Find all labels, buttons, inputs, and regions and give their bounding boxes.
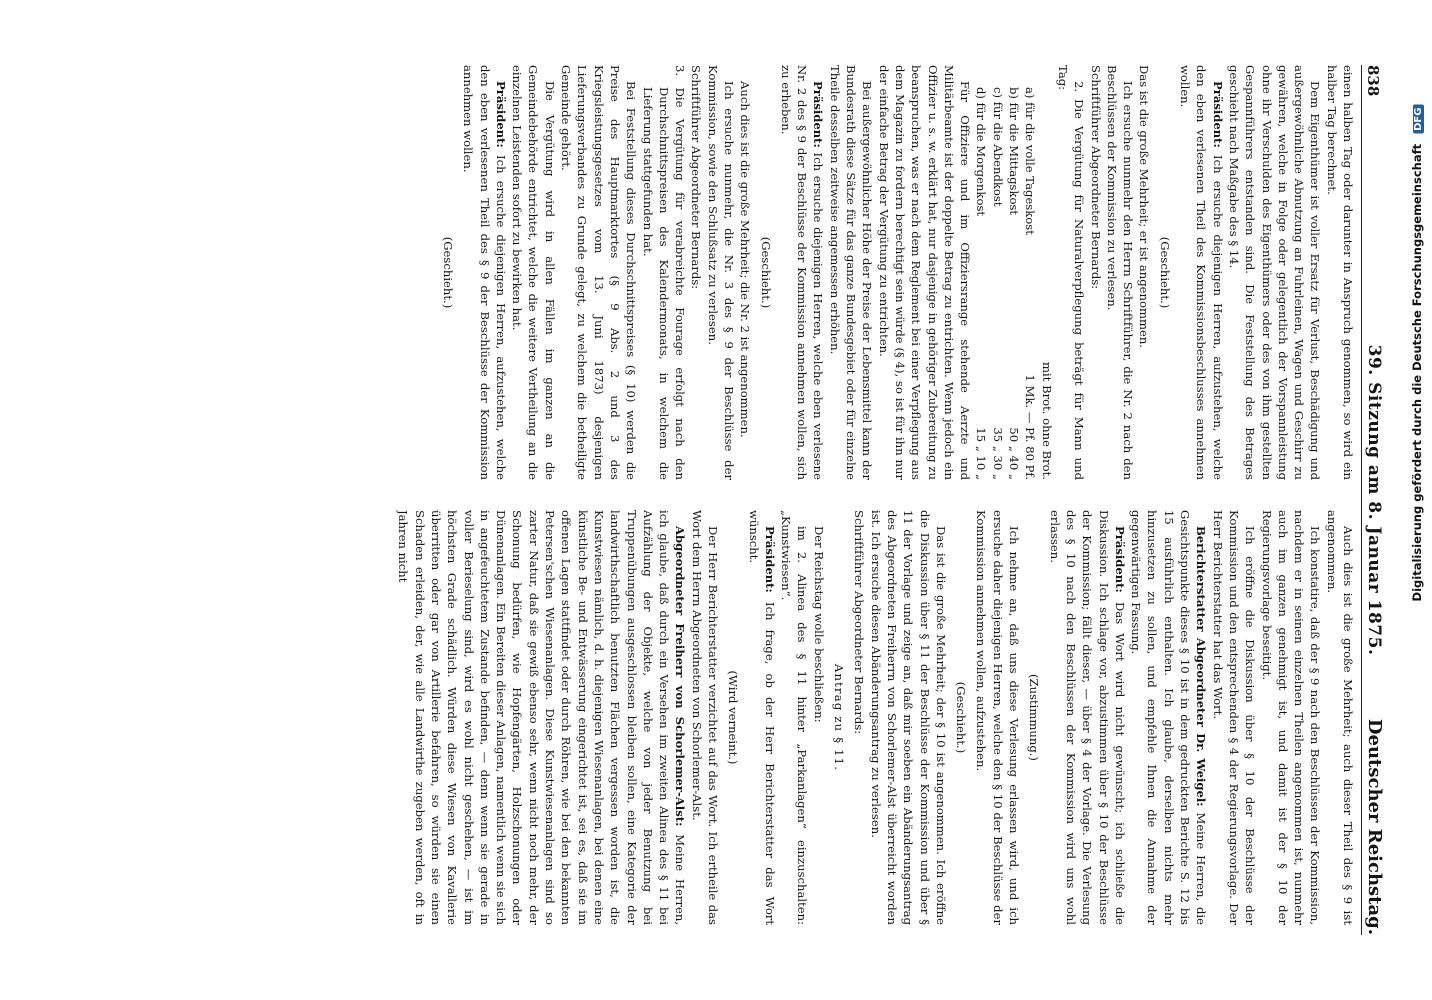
paragraph (704, 65, 737, 480)
paragraph-text: Bei außergewöhnlicher Höhe der Preise der Lebensmittel kann der Bundesrath diese Sätze für das ganze Bundesgebiet oder für einzelne Theile desselben zeitweise angemessen erhöhen. (827, 65, 875, 480)
rate-row (989, 65, 1005, 480)
paragraph-text: Bei Feststellung dieses Durchschnittspreises (§ 10) werden die Preise des Hauptmarktortes (§ 9 Abs. 2 und 3 des Kriegsleistungsgesetzes vom 13. Juni 1873) desjenigen Lieferungsverbandes zu Grunde gelegt, zu welchem die betheiligte Gemeinde gehört. (559, 65, 639, 480)
paragraph-text: Ich ersuche diejenigen Herren, aufzustehen, welche den eben verlesenen Theil des § 9 der Beschlüsse der Kommission annehmen wollen. (461, 65, 508, 480)
publication-title: Deutscher Reichstag. (1364, 718, 1385, 935)
paragraph-text: einen halben Tag oder darunter in Anspruch genommen, so wird ein halber Tag berechnet. (1324, 65, 1355, 480)
rate-amount: 1 Mk. — Pf. 80 Pf. (1023, 374, 1038, 480)
paragraph (1177, 65, 1226, 480)
right-column (50, 510, 1356, 925)
paragraph (1156, 65, 1172, 480)
paragraph-text: Meine Herren, die Gesichtspunkte dieses § 10 ist in dem gedruckten Berichte S. 12 bis 15 ausführlich enthalten. Ich glaube, derselben nichts mehr hinzusetzen zu sollen, und empfehle Ihnen die Annahme der gegenwärtigen Fassung. (1129, 510, 1209, 925)
paragraph (867, 510, 948, 925)
speaker-name: Präsident: (1210, 81, 1225, 148)
paragraph (778, 65, 827, 480)
paragraph-text: Der Reichstag wolle beschließen: (811, 526, 826, 723)
paragraph-text: Für Offiziere und im Offiziersrange stehende Aerzte und Militärbeamte ist der doppelte Betrag zu entrichten. Wenn jedoch ein Offizier u. s. w. erklärt hat, nur dasjenige in gehöriger Zubereitung zu beanspruchen, was er nach dem Reglement bei einer Verpflegung aus dem Magazin zu fordern berechtigt sein würde (§ 4), so ist für ihn nur der einfache Betrag der Vergütung zu entrichten. (876, 65, 973, 480)
paragraph (1055, 65, 1088, 480)
paragraph-text: Ich frage, ob der Herr Berichterstatter das Wort wünscht. (746, 510, 777, 925)
paragraph (1323, 510, 1356, 925)
rate-amount: 35 „ 30 „ (990, 427, 1005, 480)
paragraph (737, 65, 753, 480)
paragraph-text: Der Herr Berichterstatter verzichtet auf das Wort. Ich ertheile das Wort dem Herrn Abgeordneten von Schorlemer-Alst. (689, 510, 721, 925)
paragraph (973, 510, 1022, 925)
paragraph-text: Schriftführer Abgeordneter Bernards: (1088, 65, 1103, 290)
paragraph-text: Ich ersuche nunmehr, die Nr. 3 des § 9 der Beschlüsse der Kommission, sowie den Schlußsatz zu verlesen. (705, 65, 737, 480)
paragraph (811, 510, 827, 925)
paragraph (688, 65, 704, 480)
paragraph (460, 65, 509, 480)
rate-amount: 15 „ 10 „ (974, 427, 989, 480)
paragraph (827, 65, 876, 480)
paragraph (1209, 510, 1258, 925)
dfg-logo: DFG (1413, 105, 1424, 134)
paragraph (851, 510, 867, 925)
paragraph (745, 510, 778, 925)
rate-label: c) für die Abendkost (990, 87, 1005, 207)
left-column (50, 65, 1356, 480)
paragraph (1136, 65, 1152, 480)
paragraph-text: Dem Eigenthümer ist voller Ersatz für Verlust, Beschädigung und außergewöhnliche Abnutzung an Fuhrleinen, Wagen und Geschirr zu gewähren, welche in Folge oder gelegentlich der Vorspannleistung ohne ihr Verschulden des Eigenthümers oder des von ihm gestellten Gespannführers entstanden sind. Die Feststellung des Betrages geschieht nach Maßgabe des § 14. (1226, 65, 1323, 480)
paragraph-text: Meine Herren, ich glaube, daß durch ein Versehen im zweiten Alinea des § 11 bei Aufzählung der Objekte, welche von jeder Benutzung bei Truppenübungen ausgeschlossen bleiben sollen, eine Kategorie der landwirthschaftlich benutzten Flächen vergessen worden ist, die Kunstwiesen nämlich, d. h. diejenigen Wiesenanlagen, bei denen eine künstliche Be- und Entwässerung eingerichtet ist, sei es, daß sie im offenen Lagen stattfindet oder durch Röhren, wie bei den bekannten Petersen'schen Wiesenanlagen. Diese Kunstwiesenanlagen sind so zarter Natur, daß sie gewiß ebenso sehr, wenn nicht noch mehr, der Schonung bedürfen, wie Hopfengärten, Holzschonungen oder Dünenanlagen. Ein Bereiten dieser Anlagen, namentlich wenn sie sich in angefeuchtetem Zustande befinden, — denn wenn sie gerade in voller Berieselung sind, wird es wohl nicht geschehen, — ist im höchsten Grade schädlich. Würden diese Wiesen von Kavallerie überritten oder gar von Artillerie befahren, so würden sie einen Schaden erleiden, der, wie alle Landwirthe zugeben werden, oft in Jahren nicht (396, 510, 688, 925)
paragraph-text: mit Brot. ohne Brot. (1039, 362, 1054, 480)
paragraph-text: (Zustimmung.) (1027, 674, 1042, 761)
funding-sidebar (1406, 8, 1428, 698)
paragraph (558, 65, 639, 480)
paragraph (875, 65, 973, 480)
paragraph (395, 510, 688, 925)
paragraph-text: Auch dies ist die große Mehrheit; die Nr. 2 ist angenommen. (738, 81, 753, 438)
rate-label: d) für die Morgenkost (974, 87, 989, 217)
paragraph-text: Das ist die große Mehrheit; er ist angenommen. (1137, 65, 1152, 348)
paragraph-text: (Geschieht.) (758, 236, 773, 309)
paragraph (639, 65, 688, 480)
speaker-name: Berichterstatter Abgeordneter Dr. Weigel: (1194, 526, 1209, 807)
paragraph (1026, 510, 1042, 925)
speaker-name: Präsident: (493, 81, 508, 148)
paragraph-text: Ich ersuche diejenigen Herren, aufzustehen, welche den eben verlesenen Theil des Kommissionsbeschlusses annehmen wollen. (1178, 65, 1225, 480)
paragraph (757, 65, 773, 480)
speaker-name: Abgeordneter Freiherr von Schorlemer-Alst: (673, 526, 688, 827)
document-page (20, 35, 1412, 965)
funding-note (1410, 105, 1424, 602)
rate-row (1006, 65, 1022, 480)
paragraph-text: im 2. Alinea des § 11 hinter „Parkanlagen“ einzuschalten: „Kunstwiesen“. (779, 510, 810, 925)
paragraph-text: Das ist die große Mehrheit; der § 10 ist angenommen. Ich eröffne die Diskussion über § 11 der Beschlüsse der Kommission und über § 11 der Vorlage und zeige an, daß mir soeben ein Abänderungsantrag des Abgeordneten Freiherrn von Schorlemer-Alst überreicht worden ist. Ich ersuche diesen Abänderungsantrag zu verlesen. (868, 510, 948, 925)
paragraph-text: (Geschieht.) (954, 681, 969, 754)
rate-row (973, 65, 989, 480)
paragraph-text: Ich konstatire, daß der § 9 nach den Beschlüssen der Kommission, nachdem er in seinen einzelnen Theilen angenommen ist, nunmehr auch im ganzen genehmigt ist, und damit ist der § 10 der Regierungsvorlage beseitigt. (1259, 510, 1323, 925)
speaker-name: Präsident: (762, 526, 777, 593)
paragraph-text: Die Vergütung wird in allen Fällen im ganzen an die Gemeindebehörde entrichtet, welche die weitere Vertheilung an die einzelnen Leistenden sofort zu bewirken hat. (510, 65, 557, 480)
rate-amount: 50 „ 40 „ (1007, 427, 1022, 480)
speaker-name: Präsident: (1112, 526, 1127, 593)
paragraph-text: (Wird verneint.) (726, 670, 741, 765)
funding-text: Digitalisierung gefördert durch die Deutsche Forschungsgemeinschaft (1410, 143, 1424, 602)
paragraph-text: (Geschieht.) (1157, 236, 1172, 309)
paragraph-text: Das Wort wird nicht gewünscht; ich schließe die Diskussion. Ich schlage vor, abzustimmen über § 10 der Beschlüsse der Kommission; fällt dieser, — über § 4 der Vorlage. Die Verlesung des § 10 nach den Beschlüssen der Kommission wird uns wohl erlassen. (1047, 510, 1127, 925)
paragraph (1038, 65, 1054, 480)
paragraph-text: 3. Die Vergütung für verabreichte Fourage erfolgt nach den Durchschnittspreisen des Kalendermonats, in welchem die Lieferung stattgefunden hat. (640, 65, 688, 480)
paragraph-text: 2. Die Vergütung für Naturalverpflegung beträgt für Mann und Tag: (1055, 65, 1087, 480)
paragraph-text: Ich nehme an, daß uns diese Verlesung erlassen wird, und ich ersuche daher diejenigen Herren, welche den § 10 der Beschlüsse der Kommission annehmen wollen, aufzustehen. (974, 510, 1022, 925)
paragraph-text: Auch dies ist die große Mehrheit; auch dieser Theil des § 9 ist angenommen. (1324, 510, 1355, 925)
paragraph-text: Schriftführer Abgeordneter Bernards: (689, 65, 704, 290)
paragraph-text: Antrag zu § 11. (832, 663, 847, 772)
paragraph (1323, 65, 1356, 480)
paragraph-text: (Geschieht.) (440, 236, 455, 309)
paragraph (725, 510, 741, 925)
paragraph (1087, 65, 1103, 480)
paragraph (440, 65, 456, 480)
paragraph (778, 510, 811, 925)
paragraph (1226, 65, 1324, 480)
rate-label: a) für die volle Tageskost (1023, 87, 1038, 235)
paragraph-text: Ich eröffne die Diskussion über § 10 der Beschlüsse der Kommission und den entsprechenden § 4 der Regierungsvorlage. Der Herr Berichterstatter hat das Wort. (1210, 510, 1258, 925)
paragraph-text: Ich ersuche diejenigen Herren, welche eben verlesene Nr. 2 des § 9 der Beschlüsse der Kommission annehmen wollen, sich zu erheben. (778, 65, 826, 480)
speaker-name: Präsident: (811, 81, 826, 148)
paragraph-text: Ich ersuche nunmehr den Herrn Schriftführer, die Nr. 2 nach den Beschlüssen der Kommission zu verlesen. (1104, 65, 1136, 480)
paragraph (688, 510, 721, 925)
rate-row (1022, 65, 1038, 480)
paragraph (1046, 510, 1127, 925)
page-number: 838 (1364, 65, 1382, 97)
paragraph (1104, 65, 1137, 480)
paragraph (509, 65, 558, 480)
paragraph (831, 510, 847, 925)
rate-label: b) für die Mittagskost (1007, 87, 1022, 216)
paragraph-text: Schriftführer Abgeordneter Bernards: (852, 510, 867, 735)
paragraph (953, 510, 969, 925)
page-header (1361, 65, 1388, 935)
session-heading: 39. Sitzung am 8. Januar 1875. (1364, 344, 1384, 656)
paragraph (1128, 510, 1209, 925)
paragraph (1258, 510, 1323, 925)
